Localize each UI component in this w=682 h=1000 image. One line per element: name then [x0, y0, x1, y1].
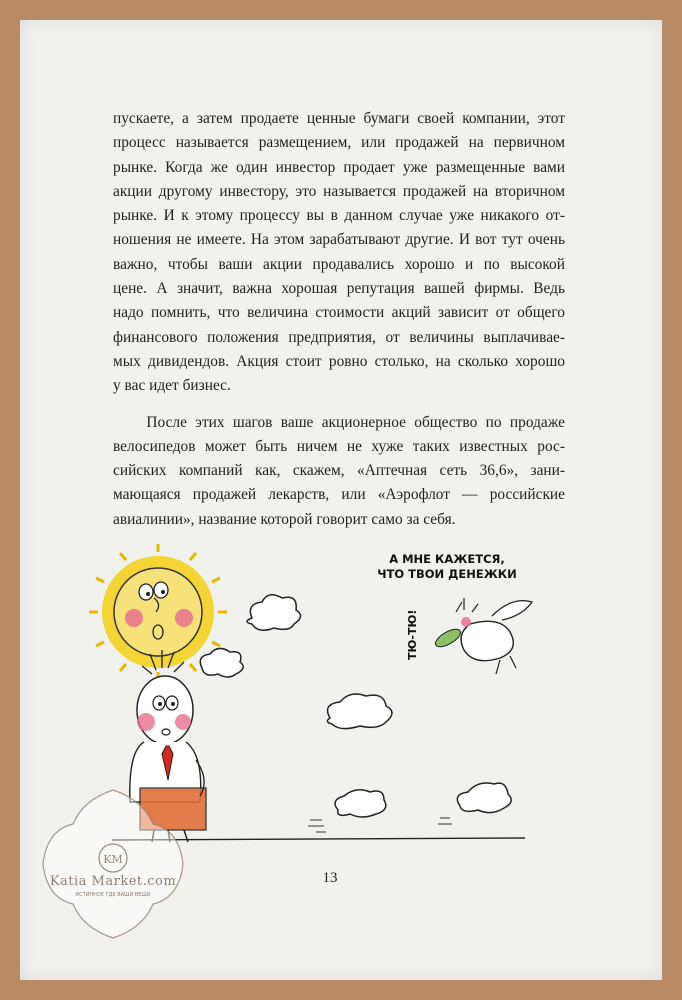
watermark-name: Katia Market.com — [49, 874, 177, 889]
text-line: цене. А значит, важна хорошая репутация вашей фирмы. Ведь — [113, 280, 565, 298]
caption-line: А МНЕ КАЖЕТСЯ, — [389, 552, 505, 566]
text-line: ношения не имеете. На этом зарабатывают другие. И вот тут очень — [113, 231, 565, 249]
caption-line: ЧТО ТВОИ ДЕНЕЖКИ — [377, 567, 517, 581]
text-line: акции другому инвестору, это называется продажей на вторичном — [113, 182, 565, 200]
svg-text:KM: KM — [103, 853, 123, 866]
text-line: пускаете, а затем продаете ценные бумаги своей компании, этот — [113, 110, 565, 127]
bird-sound-text: ТЮ-ТЮ! — [406, 609, 419, 660]
page-number: 13 — [322, 870, 338, 886]
speech-caption — [347, 552, 547, 582]
bird-drawing — [433, 598, 532, 674]
text-line: мающаяся продажей лекарств, или «Аэрофлот — российские — [113, 486, 565, 504]
text-line: процесс называется размещением, или продажей на первичном — [113, 134, 565, 152]
watermark-logo-icon — [38, 786, 188, 946]
text-line: рынке. И к этому процессу вы в данном случае уже никакого от- — [113, 207, 565, 225]
text-line: мых дивидендов. Акция стоит ровно столько, на сколько хорошо — [113, 352, 565, 370]
speed-lines — [308, 818, 452, 832]
text-line: у вас идет бизнес. — [113, 377, 231, 395]
watermark — [38, 786, 188, 946]
text-line: рынке. Когда же один инвестор продает уже размещенные вами — [113, 158, 565, 176]
text-line: велосипедов может быть ничем не хуже таких известных рос- — [113, 437, 565, 455]
text-line: финансового положения предприятия, от величины выплачивае- — [113, 328, 565, 346]
text-line: сийских компаний как, скажем, «Аптечная сеть 36,6», зани- — [113, 462, 565, 480]
watermark-tagline: ИСТИННОЕ ГДЕ ВАШИ ВЕЩИ — [75, 892, 151, 898]
text-line: После этих шагов ваше акционерное общество по продаже — [113, 413, 565, 431]
text-line: надо помнить, что величина стоимости акций зависит от общего — [113, 304, 565, 322]
text-line: важно, чтобы ваши акции продавались хорошо и по высокой — [113, 255, 565, 273]
text-line: авиалинии», название которой говорит само за себя. — [113, 510, 456, 528]
